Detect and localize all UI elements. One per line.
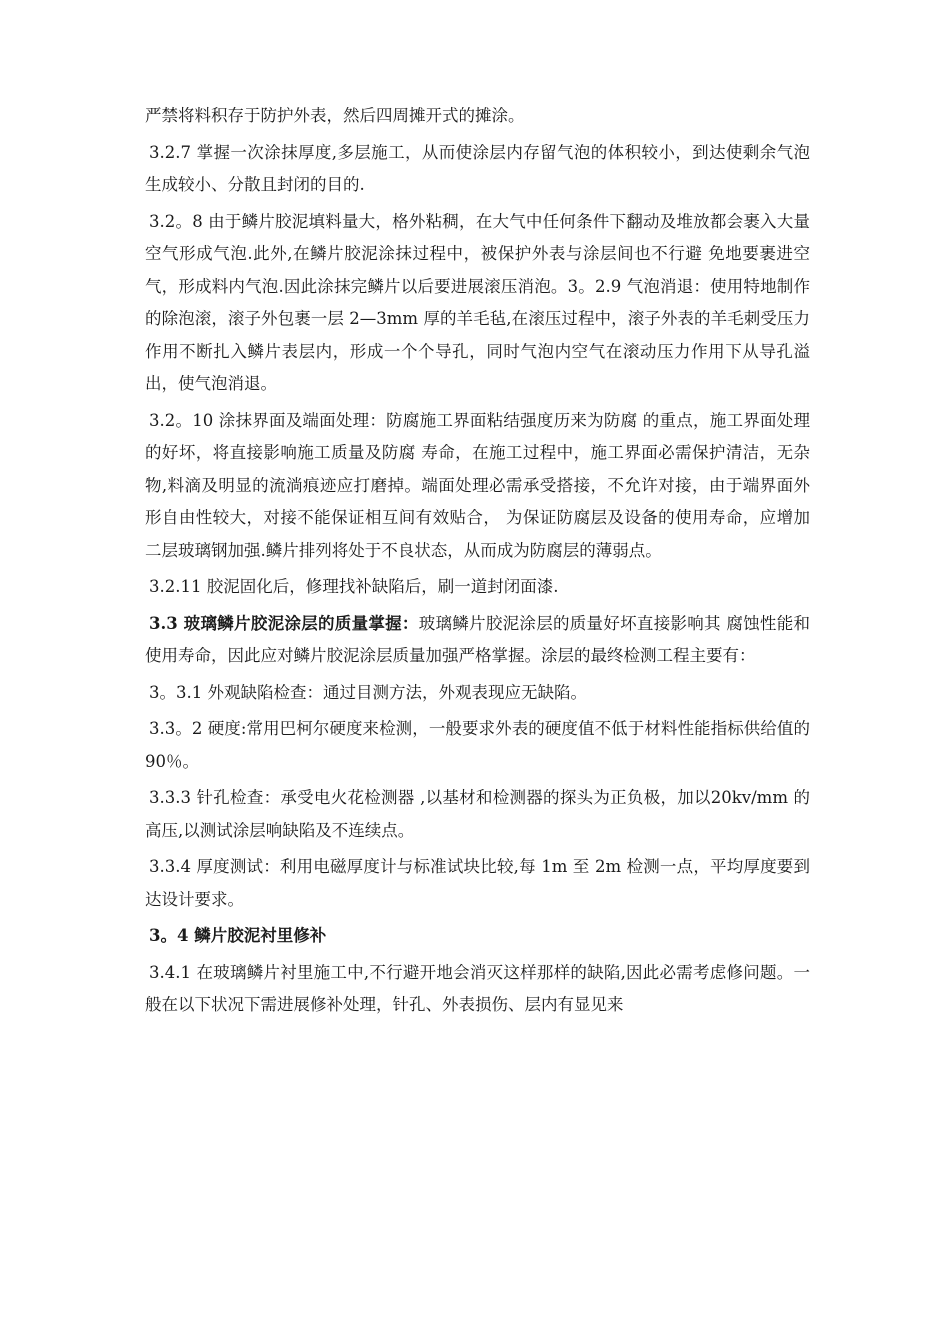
paragraph-3-2-11-text: 3.2.11 胶泥固化后，修理找补缺陷后，刷一道封闭面漆. <box>149 577 559 596</box>
paragraph-3-2-11 <box>145 571 810 604</box>
paragraph-1 <box>145 100 810 133</box>
paragraph-3-3-2 <box>145 713 810 778</box>
paragraph-3-2-10-text: 3.2。10 涂抹界面及端面处理：防腐施工界面粘结强度历来为防腐 的重点，施工界面处理的好坏，将直接影响施工质量及防腐 寿命，在施工过程中，施工界面必需保护清洁，无杂物,料滴及明显的流淌痕迹应打磨掉。端面处理必需承受搭接，不允许对接，由于端界面外形自由性较大，对接不能保证相互间有效贴合， 为保证防腐层及设备的使用寿命，应增加二层玻璃钢加强.鳞片排列将处于不良状态，从而成为防腐层的薄弱点。 <box>145 410 810 560</box>
section-heading-3-3: 3.3 玻璃鳞片胶泥涂层的质量掌握： <box>149 613 419 633</box>
paragraph-3-2-7-text: 3.2.7 掌握一次涂抹厚度,多层施工，从而使涂层内存留气泡的体积较小，到达使剩余气泡生成较小、分散且封闭的目的. <box>145 142 810 194</box>
paragraph-3-4-1 <box>145 957 810 1022</box>
paragraph-3-2-7 <box>145 137 810 202</box>
paragraph-3-2-8-text: 3.2。8 由于鳞片胶泥填料量大，格外粘稠，在大气中任何条件下翻动及堆放都会裹入大量空气形成气泡.此外,在鳞片胶泥涂抹过程中，被保护外表与涂层间也不行避 免地要裹进空气，形成料内气泡.因此涂抹完鳞片以后要进展滚压消泡。3。2.9 气泡消退：使用特地制作的除泡滚，滚子外包裹一层 2—3mm 厚的羊毛毡,在滚压过程中，滚子外表的羊毛刺受压力作用不断扎入鳞片表层内，形成一个个导孔，同时气泡内空气在滚动压力作用下从导孔溢出，使气泡消退。 <box>145 211 810 393</box>
paragraph-3-3-1 <box>145 677 810 710</box>
paragraph-3-2-8 <box>145 206 810 401</box>
paragraph-3-3 <box>145 608 810 673</box>
paragraph-3-3-3 <box>145 782 810 847</box>
section-heading-3-4: 3。4 鳞片胶泥衬里修补 <box>149 926 327 945</box>
section-heading-3-4-line <box>145 920 810 953</box>
paragraph-3-3-3-text: 3.3.3 针孔检查：承受电火花检测器 ,以基材和检测器的探头为正负极，加以20kv/mm 的高压,以测试涂层响缺陷及不连续点。 <box>145 788 810 840</box>
paragraph-3-3-2-text: 3.3。2 硬度:常用巴柯尔硬度来检测，一般要求外表的硬度值不低于材料性能指标供给值的 90％。 <box>145 719 810 771</box>
paragraph-1-text: 严禁将料积存于防护外表，然后四周摊开式的摊涂。 <box>145 106 525 125</box>
paragraph-3-3-4 <box>145 851 810 916</box>
paragraph-3-3-4-text: 3.3.4 厚度测试：利用电磁厚度计与标准试块比较,每 1m 至 2m 检测一点，平均厚度要到达设计要求。 <box>145 857 810 909</box>
paragraph-3-3-text: 玻璃鳞片胶泥涂层的质量好坏直接影响其 腐蚀性能和使用寿命，因此应对鳞片胶泥涂层质量加强严格掌握。涂层的最终检测工程主要有： <box>145 613 810 665</box>
paragraph-3-3-1-text: 3。3.1 外观缺陷检查：通过目测方法，外观表现应无缺陷。 <box>149 682 587 702</box>
paragraph-3-4-1-text: 3.4.1 在玻璃鳞片衬里施工中,不行避开地会消灭这样那样的缺陷,因此必需考虑修问题。一般在以下状况下需进展修补处理，针孔、外表损伤、层内有显见来 <box>145 962 810 1014</box>
paragraph-3-2-10 <box>145 405 810 568</box>
document-page <box>145 100 810 1026</box>
